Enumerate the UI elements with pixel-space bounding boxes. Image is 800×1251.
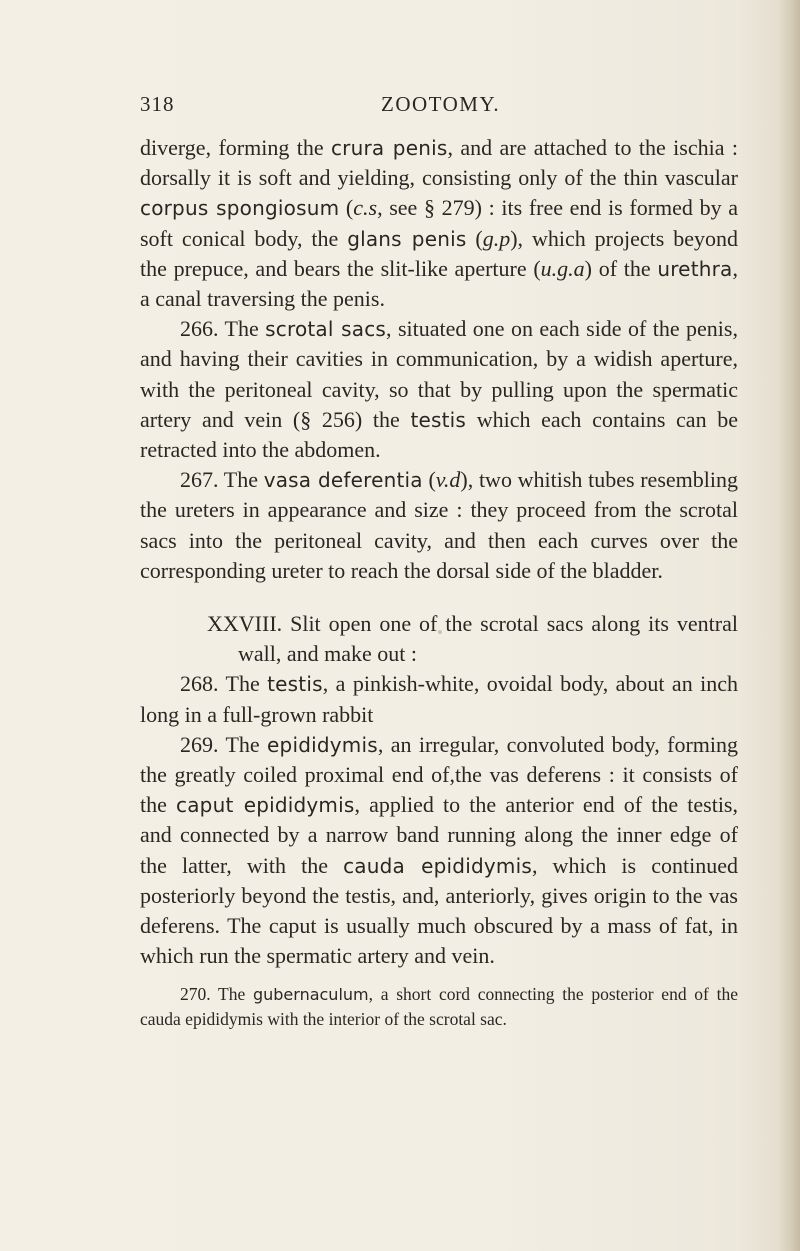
figure-ref-uga: u.g.a bbox=[540, 255, 585, 281]
text-run: 269. The bbox=[180, 731, 268, 757]
figure-ref-cs: c.s bbox=[353, 195, 378, 221]
term-scrotal-sacs: scrotal sacs bbox=[265, 317, 387, 342]
text-run: , situated one on each side of the penis, and having their cavities in communication, by a widish aperture, with the peritoneal cavity, so that by pulling upon the spermatic artery and vein (§ 256) the bbox=[140, 316, 738, 432]
body-text bbox=[140, 133, 738, 1031]
text-run: , and are attached to the ischia : dorsally it is soft and yielding, consisting only of the thin vascular bbox=[140, 135, 738, 191]
paragraph-270 bbox=[140, 982, 738, 1031]
term-glans-penis: glans penis bbox=[347, 226, 467, 251]
text-run: 267. The bbox=[180, 467, 264, 493]
text-run: , a short cord connecting the posterior end of the cauda epididymis with the interior of the scrotal sac. bbox=[140, 984, 738, 1030]
term-testis: testis bbox=[267, 672, 323, 697]
term-vasa-deferentia: vasa deferentia bbox=[263, 468, 423, 493]
text-run: diverge, forming the bbox=[140, 135, 331, 160]
page-edge-shadow bbox=[778, 0, 800, 1251]
running-title: ZOOTOMY. bbox=[381, 92, 501, 116]
term-crura-penis: crura penis bbox=[330, 136, 448, 160]
paragraph-267 bbox=[140, 465, 738, 586]
text-run: 268. The bbox=[180, 671, 268, 697]
term-cauda-epididymis: cauda epididymis bbox=[343, 853, 532, 878]
term-corpus-spongiosum: corpus spongiosum bbox=[140, 196, 340, 221]
paragraph-265-continuation bbox=[140, 133, 738, 314]
paragraph-266 bbox=[140, 314, 738, 465]
text-run: ), two whitish tubes resembling the ureters in appearance and size : they proceed from the scrotal sacs into the peritoneal cavity, and then each curves over the corresponding ureter to reach the dorsal side of the bladder. bbox=[140, 467, 738, 583]
text-run: 266. The bbox=[180, 316, 266, 342]
text-run: ( bbox=[466, 225, 483, 251]
text-run: , which is continued posteriorly beyond the testis, and, anteriorly, gives origin to the vas deferens. The caput is usually much obscured by a mass of fat, in which run the spermatic artery and vein. bbox=[140, 852, 738, 969]
paragraph-268 bbox=[140, 669, 738, 729]
term-gubernaculum: gubernaculum bbox=[252, 985, 369, 1005]
text-run: which each contains can be retracted into the abdomen. bbox=[140, 406, 739, 463]
term-caput-epididymis: caput epididymis bbox=[176, 793, 355, 818]
text-run: ( bbox=[422, 467, 436, 493]
text-run: ), which projects beyond the prepuce, and bears the slit-like aperture ( bbox=[140, 225, 739, 281]
page-header bbox=[0, 92, 800, 122]
term-epididymis: epididymis bbox=[267, 732, 378, 757]
text-run: , a pinkish-white, ovoidal body, about an inch long in a full-grown rabbit bbox=[140, 671, 738, 727]
figure-ref-gp: g.p bbox=[482, 225, 511, 251]
text-run: , an irregular, convoluted body, forming the greatly coiled proximal end of,the vas deferens : it consists of the bbox=[140, 731, 738, 818]
term-testis: testis bbox=[410, 407, 467, 432]
text-run: 270. The bbox=[180, 984, 253, 1005]
text-run: , a canal traversing the penis. bbox=[140, 255, 738, 312]
text-run: , see § 279) : its free end is formed by a soft conical body, the bbox=[140, 195, 738, 251]
text-run: ) of the bbox=[584, 255, 658, 281]
text-run: ( bbox=[339, 195, 354, 221]
paragraph-269 bbox=[140, 730, 738, 972]
dissection-directive: XXVIII. Slit open one of the scrotal sacs along its ventral wall, and make out : bbox=[207, 611, 738, 667]
figure-ref-vd: v.d bbox=[435, 467, 461, 493]
page-number: 318 bbox=[140, 92, 175, 116]
text-run: , applied to the anterior end of the testis, and connected by a narrow band running along the inner edge of the latter, with the bbox=[140, 792, 738, 878]
term-urethra: urethra bbox=[657, 256, 733, 281]
